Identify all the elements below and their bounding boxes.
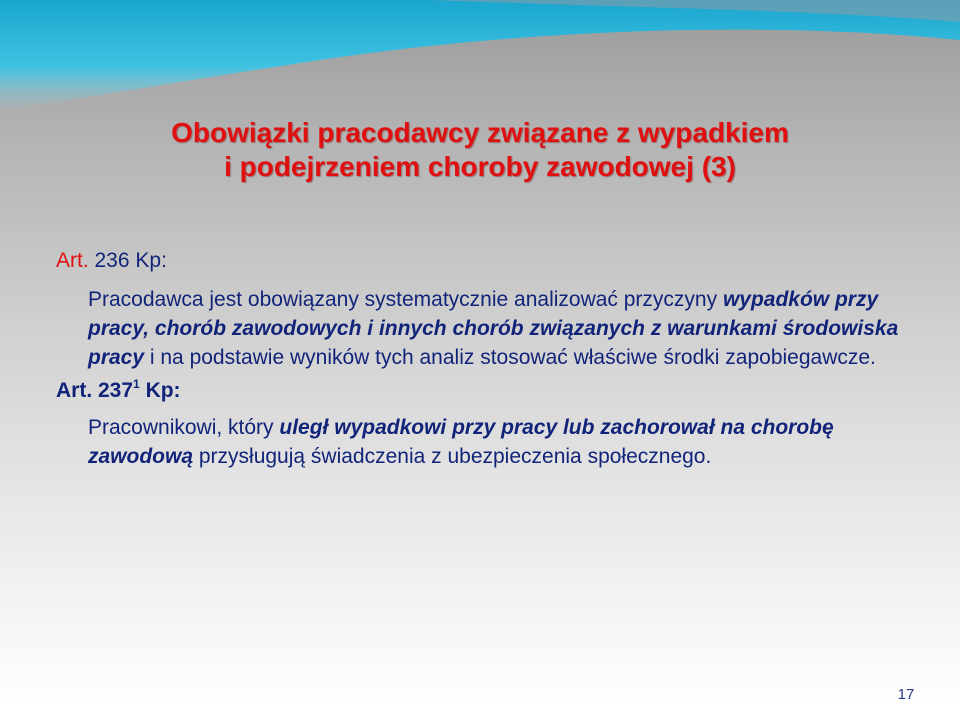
article-236-label: Art.: [56, 249, 89, 272]
decorative-header-band: [0, 0, 960, 120]
article-236-number: 236 Kp: [88, 249, 162, 272]
article-237-label: Art. 237: [56, 379, 134, 402]
article-237-text-plain-2: przysługują świadczenia z ubezpieczenia społecznego.: [193, 445, 712, 468]
article-236-heading: [56, 246, 936, 275]
article-236-text-emphasis: wypadków przy pracy, chorób zawodowych i innych chorób związanych z warunkami środowiska pracy: [88, 288, 899, 369]
article-237-suffix: Kp:: [139, 379, 181, 402]
article-237-text-plain-1: Pracownikowi, który: [88, 416, 280, 439]
article-236-text-plain-1: Pracodawca jest obowiązany systematycznie analizować przyczyny: [88, 288, 723, 311]
slide-title: [0, 116, 960, 184]
slide-body: [56, 246, 936, 475]
article-237-text: [88, 413, 936, 471]
article-236-colon: :: [161, 249, 167, 272]
page-number: 17: [897, 686, 915, 703]
article-237-text-emphasis: uległ wypadkowi przy pracy lub zachorował na chorobę zawodową: [88, 416, 834, 468]
title-line-2: i podejrzeniem choroby zawodowej (3): [224, 151, 736, 182]
article-236-text-plain-2: i na podstawie wyników tych analiz stosować właściwe środki zapobiegawcze.: [144, 346, 876, 369]
title-line-1: Obowiązki pracodawcy związane z wypadkiem: [171, 117, 789, 148]
article-237-heading: [56, 376, 936, 405]
article-236-text: [88, 285, 936, 372]
article-237-superscript: 1: [133, 377, 140, 391]
